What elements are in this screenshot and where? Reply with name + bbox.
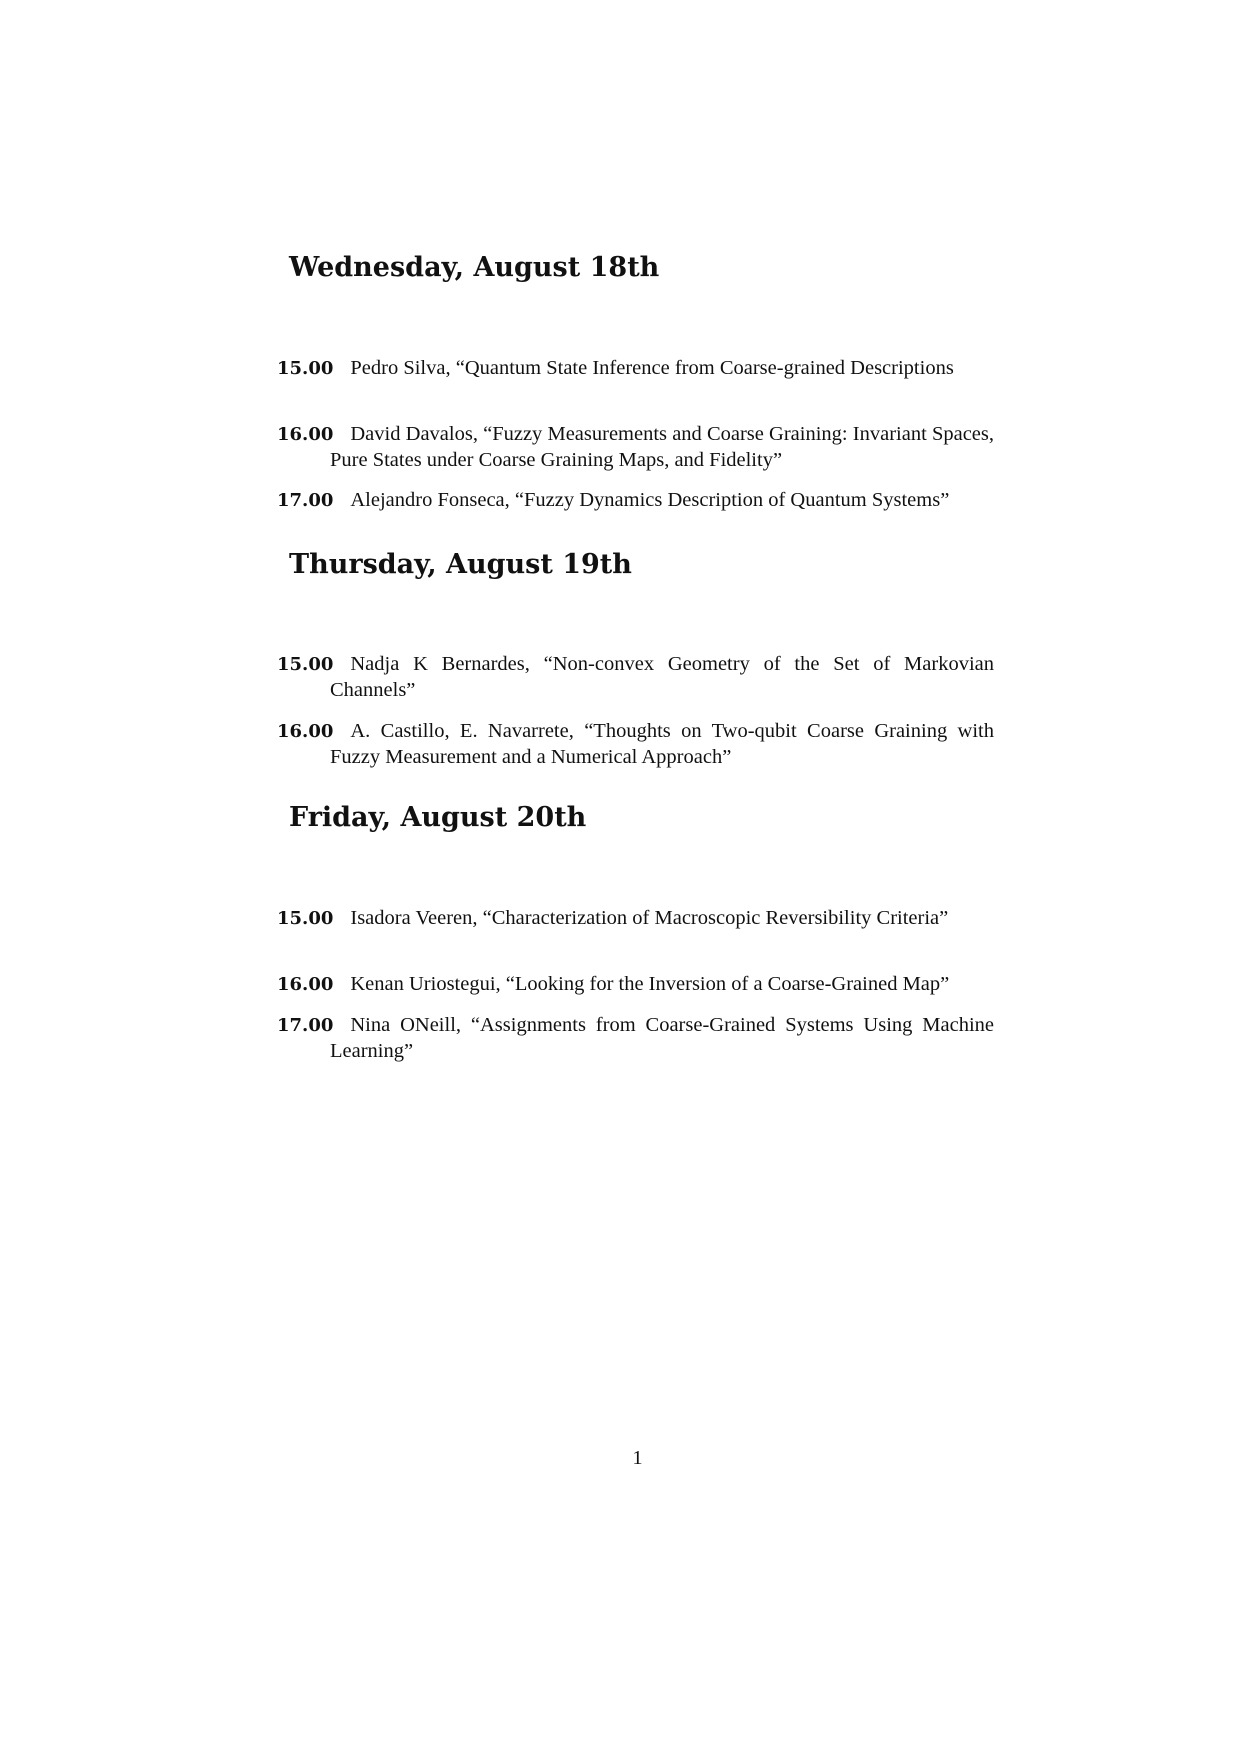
talk-description: Kenan Uriostegui, “Looking for the Inversion of a Coarse-Grained Map” (350, 973, 950, 995)
talk-time: 17.00 (277, 1015, 334, 1036)
day-heading-thursday: Thursday, August 19th (289, 549, 632, 580)
talk-time: 15.00 (277, 654, 334, 675)
talk-description: David Davalos, “Fuzzy Measurements and Coarse Graining: Invariant Spaces, Pure States under Coarse Graining Maps, and Fidelity” (330, 423, 994, 471)
talk-entry (277, 906, 994, 932)
talk-entry (277, 972, 994, 998)
day-heading-wednesday: Wednesday, August 18th (289, 252, 660, 283)
talk-entry (277, 652, 994, 702)
talk-description: Isadora Veeren, “Characterization of Macroscopic Reversibility Criteria” (350, 907, 949, 929)
talk-entry (277, 422, 994, 472)
talk-description: Alejandro Fonseca, “Fuzzy Dynamics Description of Quantum Systems” (350, 489, 950, 511)
talk-time: 15.00 (277, 358, 334, 379)
talk-entry (277, 1013, 994, 1063)
talk-entry (277, 356, 994, 382)
talk-time: 15.00 (277, 908, 334, 929)
talk-time: 17.00 (277, 490, 334, 511)
talk-description: Nadja K Bernardes, “Non-convex Geometry of the Set of Markovian Channels” (330, 653, 994, 701)
day-heading-friday: Friday, August 20th (289, 802, 587, 833)
talk-entry (277, 719, 994, 769)
talk-description: Nina ONeill, “Assignments from Coarse-Grained Systems Using Machine Learning” (330, 1014, 994, 1062)
talk-description: A. Castillo, E. Navarrete, “Thoughts on Two-qubit Coarse Graining with Fuzzy Measurement and a Numerical Approach” (330, 720, 994, 768)
page-number: 1 (632, 1447, 643, 1469)
talk-entry (277, 488, 994, 514)
talk-time: 16.00 (277, 721, 334, 742)
talk-time: 16.00 (277, 424, 334, 445)
talk-description: Pedro Silva, “Quantum State Inference from Coarse-grained Descriptions (350, 357, 954, 379)
talk-time: 16.00 (277, 974, 334, 995)
